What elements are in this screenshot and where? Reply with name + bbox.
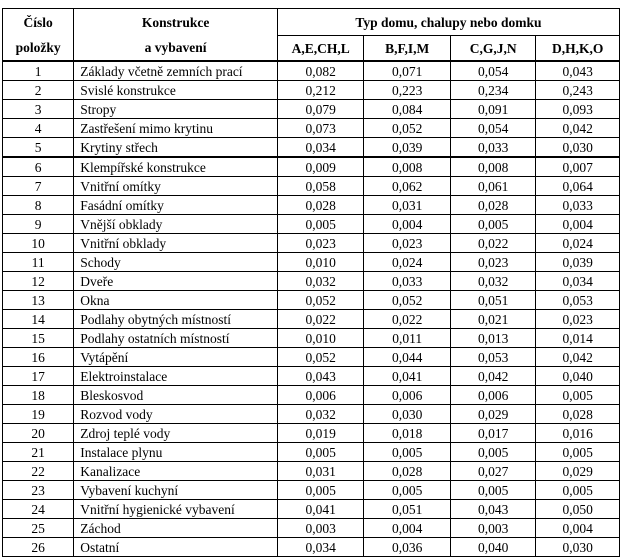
- row-value-type-4: 0,005: [536, 386, 620, 405]
- row-number: 10: [3, 234, 74, 253]
- row-value-type-4: 0,005: [536, 481, 620, 500]
- row-value-type-3: 0,091: [450, 100, 536, 119]
- row-number: 22: [3, 462, 74, 481]
- row-value-type-3: 0,033: [450, 138, 536, 158]
- table-row: [3, 215, 620, 234]
- row-value-type-2: 0,039: [364, 138, 451, 158]
- row-construction-name: Zdroj teplé vody: [74, 424, 278, 443]
- row-value-type-2: 0,008: [364, 157, 451, 177]
- row-number: 17: [3, 367, 74, 386]
- row-number: 18: [3, 386, 74, 405]
- row-number: 11: [3, 253, 74, 272]
- row-value-type-2: 0,011: [364, 329, 451, 348]
- table-row: [3, 310, 620, 329]
- row-construction-name: Stropy: [74, 100, 278, 119]
- row-value-type-4: 0,028: [536, 405, 620, 424]
- table-row: [3, 177, 620, 196]
- row-value-type-3: 0,008: [450, 157, 536, 177]
- row-number: 16: [3, 348, 74, 367]
- row-value-type-2: 0,062: [364, 177, 451, 196]
- row-value-type-2: 0,041: [364, 367, 451, 386]
- row-value-type-4: 0,007: [536, 157, 620, 177]
- row-value-type-1: 0,212: [277, 81, 364, 100]
- row-value-type-2: 0,006: [364, 386, 451, 405]
- row-value-type-4: 0,030: [536, 538, 620, 557]
- row-value-type-1: 0,005: [277, 443, 364, 462]
- row-value-type-2: 0,033: [364, 272, 451, 291]
- header-polozky: položky: [3, 36, 74, 62]
- row-construction-name: Vnější obklady: [74, 215, 278, 234]
- row-value-type-3: 0,003: [450, 519, 536, 538]
- row-value-type-3: 0,043: [450, 500, 536, 519]
- row-value-type-3: 0,040: [450, 538, 536, 557]
- row-value-type-4: 0,030: [536, 138, 620, 158]
- row-construction-name: Vnitřní hygienické vybavení: [74, 500, 278, 519]
- row-value-type-2: 0,036: [364, 538, 451, 557]
- row-number: 3: [3, 100, 74, 119]
- table-row: [3, 253, 620, 272]
- document-table-wrapper: [2, 8, 620, 557]
- row-value-type-2: 0,052: [364, 291, 451, 310]
- row-value-type-3: 0,029: [450, 405, 536, 424]
- row-value-type-2: 0,004: [364, 215, 451, 234]
- row-value-type-2: 0,223: [364, 81, 451, 100]
- row-construction-name: Dveře: [74, 272, 278, 291]
- row-number: 1: [3, 61, 74, 81]
- row-value-type-1: 0,031: [277, 462, 364, 481]
- row-number: 12: [3, 272, 74, 291]
- row-value-type-3: 0,021: [450, 310, 536, 329]
- row-construction-name: Elektroinstalace: [74, 367, 278, 386]
- table-body: [3, 61, 620, 557]
- row-value-type-1: 0,052: [277, 291, 364, 310]
- row-value-type-4: 0,016: [536, 424, 620, 443]
- table-row: [3, 81, 620, 100]
- row-number: 2: [3, 81, 74, 100]
- table-row: [3, 157, 620, 177]
- table-row: [3, 61, 620, 81]
- table-row: [3, 272, 620, 291]
- row-number: 19: [3, 405, 74, 424]
- row-value-type-4: 0,014: [536, 329, 620, 348]
- row-value-type-4: 0,064: [536, 177, 620, 196]
- row-value-type-4: 0,039: [536, 253, 620, 272]
- row-number: 13: [3, 291, 74, 310]
- row-value-type-1: 0,073: [277, 119, 364, 138]
- row-value-type-4: 0,024: [536, 234, 620, 253]
- row-value-type-2: 0,018: [364, 424, 451, 443]
- row-value-type-3: 0,005: [450, 215, 536, 234]
- table-header: [3, 9, 620, 62]
- row-value-type-2: 0,023: [364, 234, 451, 253]
- row-number: 26: [3, 538, 74, 557]
- row-value-type-3: 0,013: [450, 329, 536, 348]
- header-type-2: B,F,I,M: [364, 36, 451, 62]
- table-row: [3, 348, 620, 367]
- row-construction-name: Ostatní: [74, 538, 278, 557]
- row-construction-name: Vytápění: [74, 348, 278, 367]
- row-value-type-1: 0,034: [277, 538, 364, 557]
- table-row: [3, 462, 620, 481]
- row-construction-name: Fasádní omítky: [74, 196, 278, 215]
- row-value-type-1: 0,079: [277, 100, 364, 119]
- header-konstrukce: Konstrukce: [74, 9, 278, 36]
- row-construction-name: Podlahy ostatních místností: [74, 329, 278, 348]
- row-value-type-2: 0,051: [364, 500, 451, 519]
- table-row: [3, 291, 620, 310]
- row-value-type-2: 0,044: [364, 348, 451, 367]
- row-value-type-3: 0,054: [450, 119, 536, 138]
- row-number: 21: [3, 443, 74, 462]
- row-value-type-1: 0,052: [277, 348, 364, 367]
- row-value-type-3: 0,234: [450, 81, 536, 100]
- row-value-type-1: 0,043: [277, 367, 364, 386]
- table-row: [3, 538, 620, 557]
- row-value-type-2: 0,052: [364, 119, 451, 138]
- row-construction-name: Krytiny střech: [74, 138, 278, 158]
- row-value-type-1: 0,034: [277, 138, 364, 158]
- row-value-type-4: 0,023: [536, 310, 620, 329]
- row-value-type-3: 0,042: [450, 367, 536, 386]
- row-value-type-4: 0,053: [536, 291, 620, 310]
- table-row: [3, 329, 620, 348]
- row-construction-name: Vnitřní obklady: [74, 234, 278, 253]
- row-value-type-1: 0,005: [277, 481, 364, 500]
- row-value-type-2: 0,005: [364, 481, 451, 500]
- construction-share-table: [2, 8, 620, 557]
- table-row: [3, 481, 620, 500]
- row-construction-name: Kanalizace: [74, 462, 278, 481]
- row-value-type-4: 0,029: [536, 462, 620, 481]
- row-number: 7: [3, 177, 74, 196]
- row-construction-name: Okna: [74, 291, 278, 310]
- row-value-type-3: 0,023: [450, 253, 536, 272]
- row-number: 25: [3, 519, 74, 538]
- header-type-4: D,H,K,O: [536, 36, 620, 62]
- row-construction-name: Základy včetně zemních prací: [74, 61, 278, 81]
- row-value-type-2: 0,005: [364, 443, 451, 462]
- row-construction-name: Rozvod vody: [74, 405, 278, 424]
- row-value-type-3: 0,028: [450, 196, 536, 215]
- row-value-type-2: 0,022: [364, 310, 451, 329]
- row-value-type-4: 0,042: [536, 119, 620, 138]
- row-number: 4: [3, 119, 74, 138]
- row-value-type-3: 0,005: [450, 443, 536, 462]
- row-value-type-2: 0,024: [364, 253, 451, 272]
- row-number: 23: [3, 481, 74, 500]
- row-value-type-3: 0,005: [450, 481, 536, 500]
- row-value-type-1: 0,082: [277, 61, 364, 81]
- table-row: [3, 405, 620, 424]
- row-number: 24: [3, 500, 74, 519]
- row-number: 5: [3, 138, 74, 158]
- row-value-type-4: 0,243: [536, 81, 620, 100]
- table-row: [3, 424, 620, 443]
- table-row: [3, 234, 620, 253]
- row-value-type-2: 0,031: [364, 196, 451, 215]
- table-row: [3, 367, 620, 386]
- row-value-type-2: 0,071: [364, 61, 451, 81]
- row-value-type-1: 0,003: [277, 519, 364, 538]
- row-value-type-3: 0,053: [450, 348, 536, 367]
- row-value-type-1: 0,005: [277, 215, 364, 234]
- row-number: 9: [3, 215, 74, 234]
- row-value-type-1: 0,032: [277, 272, 364, 291]
- row-value-type-4: 0,093: [536, 100, 620, 119]
- row-value-type-2: 0,030: [364, 405, 451, 424]
- table-row: [3, 443, 620, 462]
- row-value-type-1: 0,009: [277, 157, 364, 177]
- row-construction-name: Vybavení kuchyní: [74, 481, 278, 500]
- header-cislo: Číslo: [3, 9, 74, 36]
- row-value-type-3: 0,017: [450, 424, 536, 443]
- row-value-type-2: 0,028: [364, 462, 451, 481]
- row-construction-name: Vnitřní omítky: [74, 177, 278, 196]
- row-value-type-3: 0,054: [450, 61, 536, 81]
- table-row: [3, 519, 620, 538]
- table-row: [3, 119, 620, 138]
- row-value-type-4: 0,033: [536, 196, 620, 215]
- row-value-type-4: 0,034: [536, 272, 620, 291]
- row-construction-name: Klempířské konstrukce: [74, 157, 278, 177]
- row-value-type-4: 0,040: [536, 367, 620, 386]
- row-value-type-1: 0,010: [277, 329, 364, 348]
- header-typ: Typ domu, chalupy nebo domku: [277, 9, 619, 36]
- row-value-type-3: 0,022: [450, 234, 536, 253]
- row-value-type-3: 0,027: [450, 462, 536, 481]
- row-construction-name: Schody: [74, 253, 278, 272]
- table-row: [3, 196, 620, 215]
- row-value-type-1: 0,028: [277, 196, 364, 215]
- row-value-type-1: 0,023: [277, 234, 364, 253]
- row-value-type-3: 0,061: [450, 177, 536, 196]
- row-value-type-3: 0,051: [450, 291, 536, 310]
- row-value-type-1: 0,006: [277, 386, 364, 405]
- row-value-type-4: 0,004: [536, 215, 620, 234]
- row-construction-name: Zastřešení mimo krytinu: [74, 119, 278, 138]
- row-value-type-1: 0,022: [277, 310, 364, 329]
- row-construction-name: Instalace plynu: [74, 443, 278, 462]
- row-construction-name: Podlahy obytných místností: [74, 310, 278, 329]
- row-number: 6: [3, 157, 74, 177]
- header-type-1: A,E,CH,L: [277, 36, 364, 62]
- row-value-type-3: 0,032: [450, 272, 536, 291]
- header-a-vybaveni: a vybavení: [74, 36, 278, 62]
- row-value-type-2: 0,004: [364, 519, 451, 538]
- row-construction-name: Záchod: [74, 519, 278, 538]
- row-value-type-4: 0,050: [536, 500, 620, 519]
- row-value-type-1: 0,032: [277, 405, 364, 424]
- table-row: [3, 386, 620, 405]
- row-number: 15: [3, 329, 74, 348]
- row-number: 20: [3, 424, 74, 443]
- row-value-type-4: 0,005: [536, 443, 620, 462]
- row-value-type-2: 0,084: [364, 100, 451, 119]
- row-construction-name: Svislé konstrukce: [74, 81, 278, 100]
- row-value-type-3: 0,006: [450, 386, 536, 405]
- row-value-type-1: 0,010: [277, 253, 364, 272]
- header-type-3: C,G,J,N: [450, 36, 536, 62]
- table-row: [3, 138, 620, 158]
- row-construction-name: Bleskosvod: [74, 386, 278, 405]
- row-value-type-1: 0,058: [277, 177, 364, 196]
- row-number: 14: [3, 310, 74, 329]
- row-value-type-4: 0,043: [536, 61, 620, 81]
- row-value-type-4: 0,042: [536, 348, 620, 367]
- table-row: [3, 500, 620, 519]
- row-value-type-4: 0,004: [536, 519, 620, 538]
- row-value-type-1: 0,019: [277, 424, 364, 443]
- row-value-type-1: 0,041: [277, 500, 364, 519]
- row-number: 8: [3, 196, 74, 215]
- table-row: [3, 100, 620, 119]
